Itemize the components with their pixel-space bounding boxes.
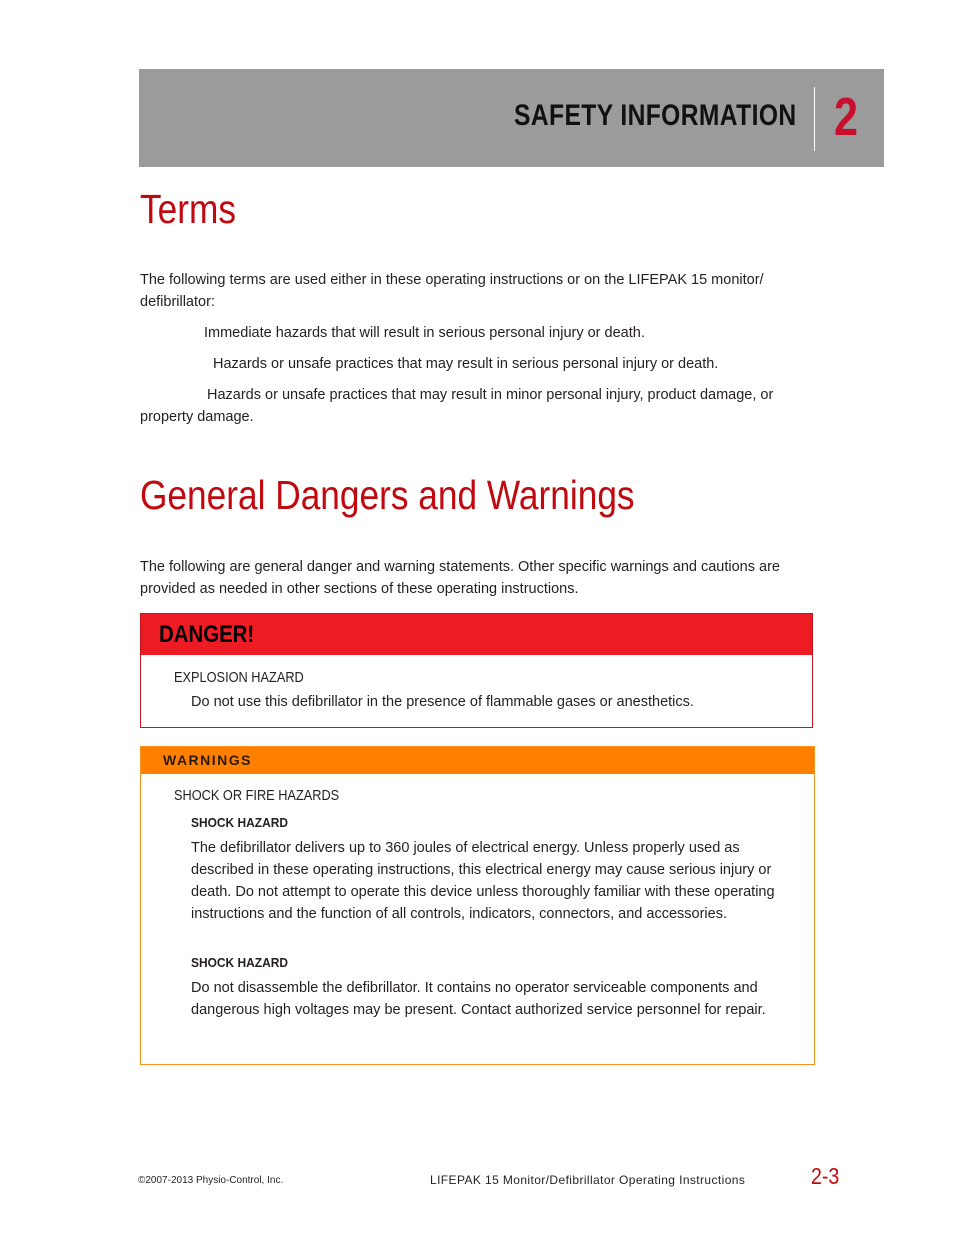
- shock-hazard-subtitle: SHOCK HAZARD: [191, 955, 289, 970]
- danger-box: [140, 613, 813, 728]
- chapter-title: SAFETY INFORMATION: [514, 99, 797, 132]
- footer-copyright: ©2007-2013 Physio-Control, Inc.: [138, 1175, 284, 1186]
- general-heading: General Dangers and Warnings: [140, 472, 635, 518]
- general-intro: The following are general danger and warning statements. Other specific warnings and cautions are provided as needed in other sections of these operating instructions.: [140, 559, 780, 597]
- terms-intro: The following terms are used either in these operating instructions or on the LIFEPAK 15 monitor/ defibrillator:: [140, 272, 764, 310]
- footer-document-title: LIFEPAK 15 Monitor/Defibrillator Operating Instructions: [430, 1173, 746, 1187]
- term-definition-caution: Hazards or unsafe practices that may result in minor personal injury, product damage, or property damage.: [140, 387, 774, 425]
- shock-hazard-text: The defibrillator delivers up to 360 joules of electrical energy. Unless properly used as described in these operating instructions, this electrical energy may cause serious injury or death. Do not attempt to operate this device unless thoroughly familiar with these operating instructions and the function of all controls, indicators, connectors, and accessories.: [191, 840, 775, 922]
- shock-hazard-subtitle: SHOCK HAZARD: [191, 815, 289, 830]
- page-number: 2-3: [811, 1163, 840, 1189]
- shock-fire-hazard-title: SHOCK OR FIRE HAZARDS: [174, 788, 340, 804]
- explosion-hazard-title: EXPLOSION HAZARD: [174, 670, 304, 686]
- warnings-label-bar: [141, 747, 814, 774]
- warnings-box: [140, 746, 815, 1065]
- chapter-divider: [814, 87, 815, 151]
- danger-label-bar: [141, 614, 812, 655]
- chapter-number: 2: [834, 87, 859, 147]
- term-definition-danger: Immediate hazards that will result in serious personal injury or death.: [204, 325, 645, 341]
- chapter-header-band: [139, 69, 884, 167]
- terms-heading: Terms: [140, 186, 236, 232]
- term-definition-warning: Hazards or unsafe practices that may result in serious personal injury or death.: [213, 356, 719, 372]
- warnings-label: WARNINGS: [163, 752, 252, 768]
- shock-hazard-text: Do not disassemble the defibrillator. It contains no operator serviceable components and dangerous high voltages may be present. Contact authorized service personnel for repair.: [191, 980, 766, 1018]
- danger-label: DANGER!: [159, 621, 255, 648]
- explosion-hazard-text: Do not use this defibrillator in the presence of flammable gases or anesthetics.: [191, 694, 694, 710]
